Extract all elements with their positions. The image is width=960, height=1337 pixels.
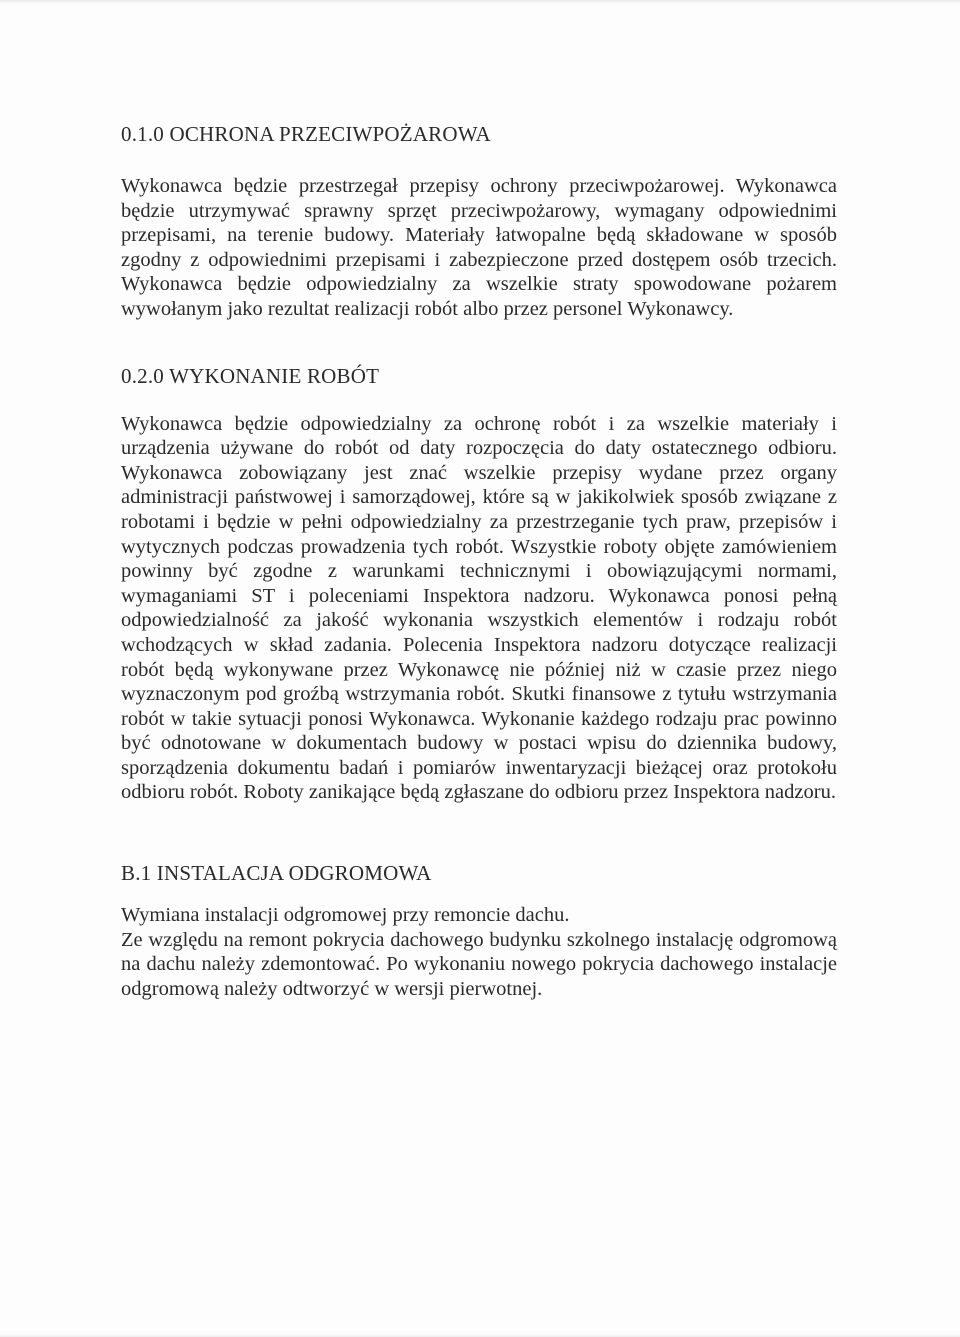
paragraph-lightning-details: Ze względu na remont pokrycia dachowego budynku szkolnego instalację odgromową na dachu należy zdemontować. Po wykonaniu nowego pokrycia dachowego instalacje odgromową należy odtworzyć w wersji pierwotnej.: [121, 928, 837, 1000]
section-heading-lightning-installation: B.1 INSTALACJA ODGROMOWA: [121, 861, 432, 886]
document-body: [121, 120, 837, 1001]
scan-edge-top: [0, 0, 960, 4]
section-heading-works-execution: 0.2.0 WYKONANIE ROBÓT: [121, 363, 380, 388]
section-heading-fire-protection: 0.1.0 OCHRONA PRZECIWPOŻAROWA: [121, 122, 491, 146]
paragraph-works-execution: Wykonawca będzie odpowiedzialny za ochronę robót i za wszelkie materiały i urządzenia używane do robót od daty rozpoczęcia do daty ostatecznego odbioru. Wykonawca zobowiązany jest znać wszelkie przepisy wydane przez organy administracji państwowej i samorządowej, które są w jakikolwiek sposób związane z robotami i będzie w pełni odpowiedzialny za przestrzeganie tych praw, przepisów i wytycznych podczas prowadzenia tych robót. Wszystkie roboty objęte zamówieniem powinny być zgodne z warunkami technicznymi i obowiązującymi normami, wymaganiami ST i poleceniami Inspektora nadzoru. Wykonawca ponosi pełną odpowiedzialność za jakość wykonania wszystkich elementów i rodzaju robót wchodzących w skład zadania. Polecenia Inspektora nadzoru dotyczące realizacji robót będą wykonywane przez Wykonawcę nie później niż w czasie przez niego wyznaczonym pod groźbą wstrzymania robót. Skutki finansowe z tytułu wstrzymania robót w takie sytuacji ponosi Wykonawca. Wykonanie każdego rodzaju prac powinno być odnotowane w dokumentach budowy w postaci wpisu do dziennika budowy, sporządzenia dokumentu badań i pomiarów inwentaryzacji bieżącej oraz protokołu odbioru robót. Roboty zanikające będą zgłaszane do odbioru przez Inspektora nadzoru.: [121, 412, 837, 804]
paragraph-fire-protection: Wykonawca będzie przestrzegał przepisy ochrony przeciwpożarowej. Wykonawca będzie utrzymywać sprawny sprzęt przeciwpożarowy, wymagany odpowiednimi przepisami, na terenie budowy. Materiały łatwopalne będą składowane w sposób zgodny z odpowiednimi przepisami i zabezpieczone przed dostępem osób trzecich. Wykonawca będzie odpowiedzialny za wszelkie straty spowodowane pożarem wywołanym jako rezultat realizacji robót albo przez personel Wykonawcy.: [121, 175, 837, 320]
paragraph-lightning-intro: Wymiana instalacji odgromowej przy remoncie dachu.: [121, 904, 570, 927]
